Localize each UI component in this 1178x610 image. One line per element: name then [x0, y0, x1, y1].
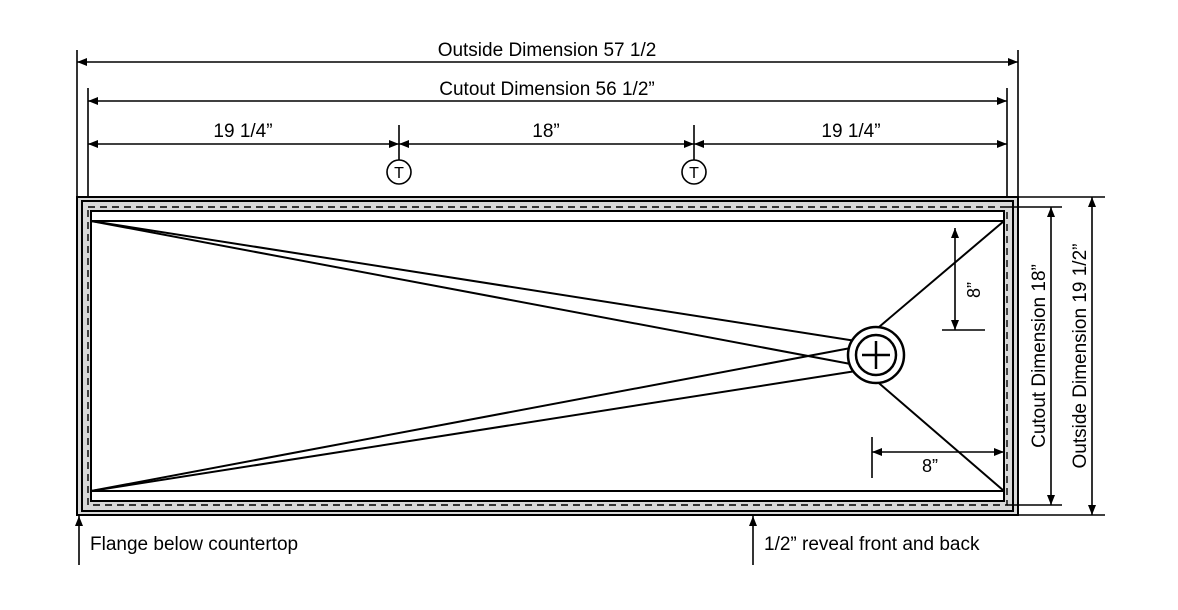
- segment-center-label: 18”: [532, 121, 560, 142]
- segment-dimensions: [88, 121, 1007, 144]
- cutout-height-dimension: [1029, 207, 1051, 505]
- tee-marker-right: [682, 160, 706, 184]
- flange-note: Flange below countertop: [90, 534, 299, 555]
- cutout-width-dimension: [88, 79, 1007, 101]
- tee-marker-left-label: T: [394, 165, 404, 182]
- drain-horizontal-label: 8”: [921, 456, 939, 476]
- cutout-width-label: Cutout Dimension 56 1/2”: [439, 79, 655, 100]
- segment-left-label: 19 1/4”: [213, 121, 273, 142]
- reveal-note: 1/2” reveal front and back: [764, 534, 980, 555]
- outside-width-dimension: [77, 40, 1018, 62]
- tee-marker-left: [387, 160, 411, 184]
- drain-vertical-label: 8”: [964, 281, 984, 299]
- outside-height-dimension: [1070, 197, 1092, 515]
- drain: [848, 327, 904, 383]
- outside-width-label: Outside Dimension 57 1/2: [437, 40, 657, 61]
- cutout-height-label: Cutout Dimension 18”: [1029, 264, 1050, 448]
- tee-marker-right-label: T: [689, 165, 699, 182]
- outside-height-label: Outside Dimension 19 1/2”: [1070, 243, 1091, 469]
- segment-right-label: 19 1/4”: [821, 121, 881, 142]
